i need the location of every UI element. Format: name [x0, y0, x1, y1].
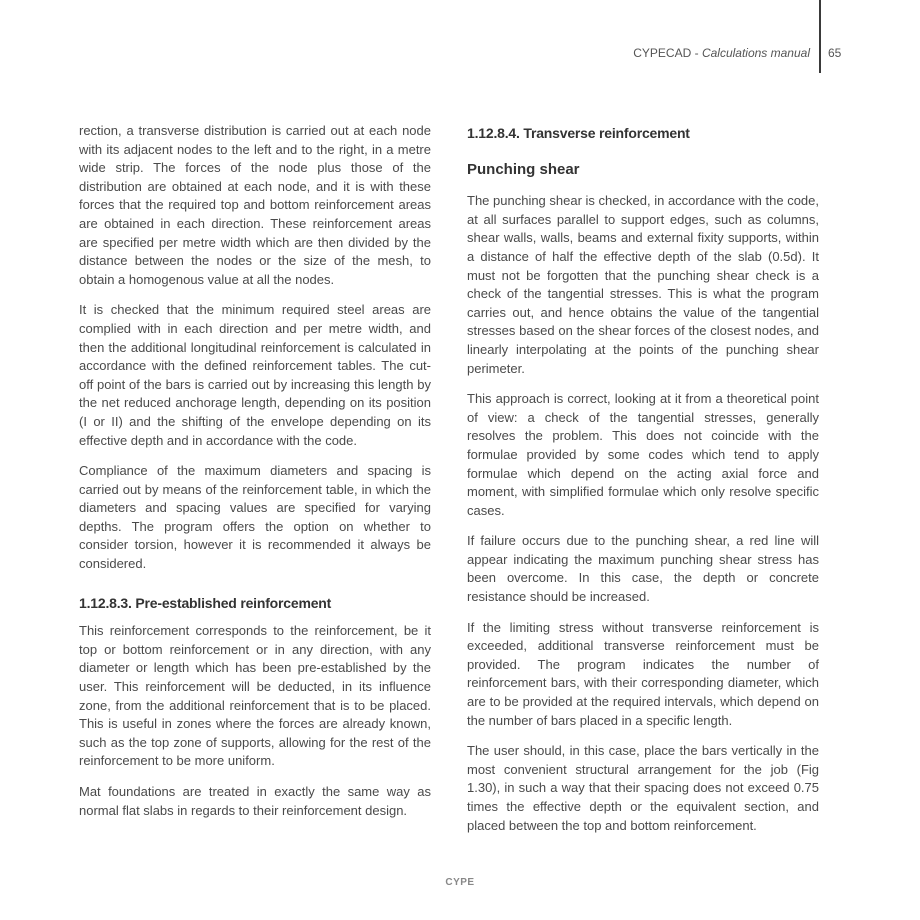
paragraph: The punching shear is checked, in accordance with the code, at all surfaces parallel to support edges, such as columns, shear walls, walls, beams and external fixity supports, within a distance of half the effective depth of the slab (0.5d). It must not be forgotten that the punching shear check is a check of the tangential stresses. This is what the program carries out, and hence obtains the value of the tangential stresses based on the shear forces of the closest nodes, and linearly interpolating at the points of the punching shear perimeter. — [467, 193, 819, 376]
left-column — [79, 122, 431, 832]
paragraph: It is checked that the minimum required steel areas are complied with in each direction and per metre width, and then the additional longitudinal reinforcement is calculated in accordance with the defined reinforcement tables. The cut-off point of the bars is carried out by increasing this length by the net reduced anchorage length, depending on its position (I or II) and the shifting of the envelope depending on its effective depth and in accordance with the code. — [79, 302, 431, 448]
paragraph: Mat foundations are treated in exactly the same way as normal flat slabs in regards to their reinforcement design. — [79, 784, 431, 818]
paragraph: rection, a transverse distribution is carried out at each node with its adjacent nodes to the left and to the right, in a metre wide strip. The forces of the node plus those of the distribution are obtained at each node, and it is with these forces that the required top and bottom reinforcement areas are obtained in each direction. These reinforcement areas are specified per metre width which are then divided by the distance between the nodes or the size of the mesh, to obtain a homogenous value at all the nodes. — [79, 123, 431, 287]
right-column — [467, 124, 819, 847]
subsection-heading: Punching shear — [467, 160, 580, 178]
paragraph: The user should, in this case, place the bars vertically in the most convenient structural arrangement for the job (Fig 1.30), in such a way that their spacing does not exceed 0.75 times the effective depth or the equivalent section, and placed between the top and bottom reinforcement. — [467, 743, 819, 833]
paragraph: If the limiting stress without transverse reinforcement is exceeded, additional transverse reinforcement must be provided. The program indicates the number of reinforcement bars, with their corresponding diameter, which are to be provided at the required intervals, which depend on the number of bars placed in a specific length. — [467, 619, 819, 728]
header-product: CYPECAD — [633, 46, 692, 60]
section-heading: 1.12.8.4. Transverse reinforcement — [467, 125, 690, 141]
paragraph: If failure occurs due to the punching shear, a red line will appear indicating the maximum punching shear stress has been overcome. In this case, the depth or concrete resistance should be increased. — [467, 533, 819, 605]
paragraph: Compliance of the maximum diameters and spacing is carried out by means of the reinforcement table, in which the diameters and spacing values are specified for varying depths. The program offers the option on whether to consider torsion, however it is recommended it always be considered. — [79, 463, 431, 572]
footer-brand: CYPE — [445, 877, 475, 888]
header-separator: - — [691, 46, 702, 60]
paragraph: This reinforcement corresponds to the reinforcement, be it top or bottom reinforcement or in any direction, with any diameter or length which has been pre-established by the user. This reinforcement will be deducted, in its influence zone, from the additional reinforcement that is to be placed. This is useful in zones where the forces are already known, such as the top zone of supports, allowing for the rest of the reinforcement to be more uniform. — [79, 623, 431, 769]
running-header — [633, 46, 810, 60]
header-divider — [819, 0, 821, 73]
paragraph: This approach is correct, looking at it from a theoretical point of view: a check of the tangential stresses, generally resolves the problem. This does not coincide with the formulae provided by some codes which tend to apply formulae which depend on the acting axial force and moment, with simplified formulae which only resolve specific cases. — [467, 391, 819, 518]
section-heading: 1.12.8.3. Pre-established reinforcement — [79, 594, 332, 611]
header-manual-title: Calculations manual — [701, 46, 810, 60]
page-number: 65 — [828, 46, 842, 60]
